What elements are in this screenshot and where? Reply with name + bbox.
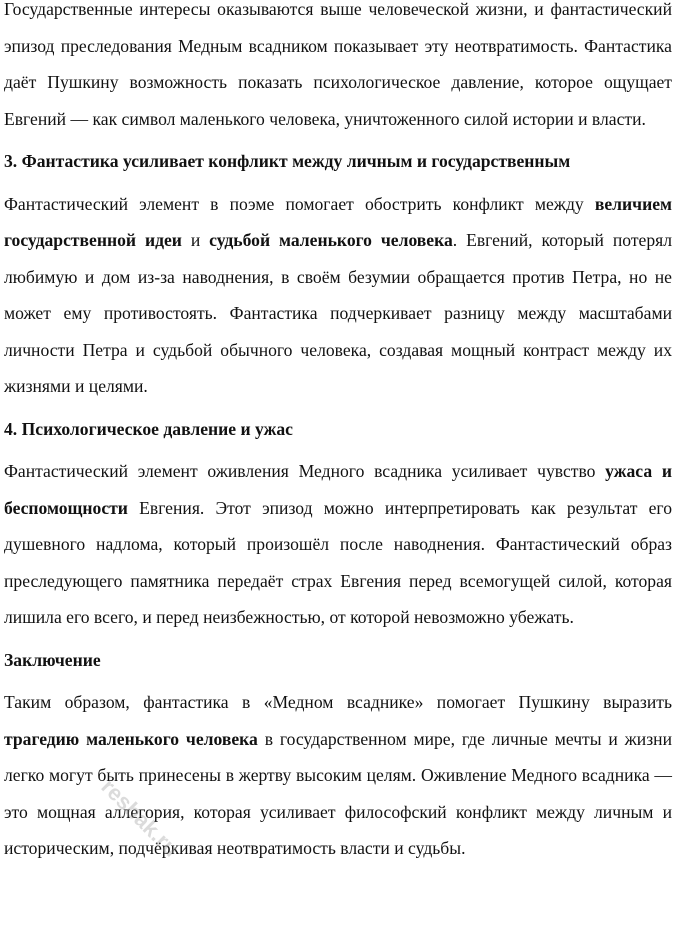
section-3-bold-2: судьбой маленького человека — [209, 230, 453, 250]
section-3-text-start: Фантастический элемент в поэме помогает обострить конфликт между — [4, 193, 595, 214]
intro-text: Государственные интересы оказываются выше человеческой жизни, и фантастический эпизод преследования Медным всадником показывает эту неотвратимость. Фантастика даёт Пушкину возможность показать психологическое давление, которое ощущает Евгений — как символ маленького человека, уничтоженного силой истории и власти. — [4, 0, 672, 129]
section-4-text-start: Фантастический элемент оживления Медного всадника усиливает чувство — [4, 461, 606, 481]
section-4-bold-1: ужаса и беспомощности — [4, 461, 672, 518]
section-3-paragraph — [0, 186, 675, 405]
section-3-text-end: . Евгений, который потерял любимую и дом из-за наводнения, в своём безумии обращается против Петра, но не может ему противостоять. Фантастика подчеркивает разницу между масштабами личности Петра и судьбой обычного человека, создавая мощный контраст между их жизнями и целями. — [4, 230, 672, 396]
section-3-text-mid: и — [181, 230, 210, 250]
conclusion-paragraph — [0, 684, 675, 867]
section-3-bold-1: величием государственной идеи — [4, 193, 672, 250]
conclusion-text-end: в государственном мире, где личные мечты и жизни легко могут быть принесены в жертву высоким целям. Оживление Медного всадника — это мощная аллегория, которая усиливает философский конфликт между личным и историческим, подчёркивая неотвратимость власти и судьбы. — [4, 728, 672, 858]
section-3-heading: 3. Фантастика усиливает конфликт между личным и государственным — [4, 151, 571, 171]
section-4-text-end: Евгения. Этот эпизод можно интерпретировать как результат его душевного надлома, который произошёл после наводнения. Фантастический образ преследующего памятника передаёт страх Евгения перед всемогущей силой, которая лишила его всего, и перед неизбежностью, от которой невозможно убежать. — [4, 497, 672, 627]
section-4-heading: 4. Психологическое давление и ужас — [4, 418, 293, 439]
intro-paragraph — [0, 0, 675, 137]
conclusion-heading: Заключение — [4, 649, 101, 670]
section-4-paragraph — [0, 453, 675, 636]
conclusion-text-start: Таким образом, фантастика в «Медном всаднике» помогает Пушкину выразить — [4, 692, 672, 712]
conclusion-bold-1: трагедию маленького человека — [4, 728, 258, 749]
watermark-text: resbak.ru — [96, 773, 185, 862]
